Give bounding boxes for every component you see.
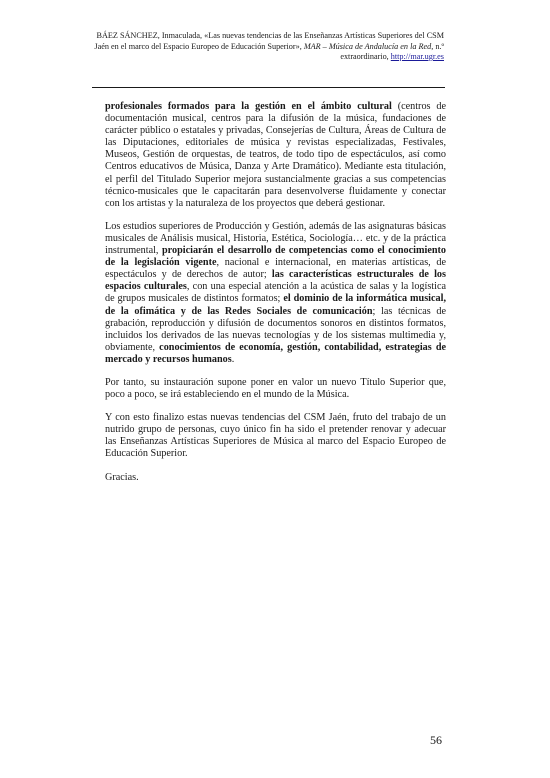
header-journal: MAR – Música de Andalucía en la Red <box>303 41 432 51</box>
emphasis-text: propiciarán el desarrollo de competencias como el conocimiento de la legislación vigente <box>105 245 446 269</box>
emphasis-text: las características estructurales de los espacios culturales <box>105 269 446 293</box>
emphasis-text: el dominio de la informática musical, de la ofimática y de las Redes Sociales de comunicación <box>105 293 446 317</box>
running-header <box>80 31 444 63</box>
paragraph <box>105 472 446 484</box>
header-rule <box>92 87 445 88</box>
paragraph-text: ; las técnicas de grabación, reproducción y difusión de documentos sonoros en distintos formatos, incluidos los derivados de las nuevas tecnologías y de los sistemas multimedia y, obviamente, <box>105 305 447 353</box>
paragraph <box>105 377 446 401</box>
paragraph-text: . <box>231 353 235 365</box>
paragraph <box>105 101 446 210</box>
paragraph-text: , nacional e internacional, en materias artísticas, de espectáculos y de derechos de autor; <box>105 257 446 281</box>
paragraph <box>105 412 446 460</box>
header-author: BÁEZ SÁNCHEZ <box>96 31 158 40</box>
journal-url-link[interactable]: http://mar.ugr.es <box>390 52 444 61</box>
paragraph-text: Los estudios superiores de Producción y Gestión, además de las asignaturas básicas musicales de Análisis musical, Historia, Estética, Sociología… etc. y de la práctica instrumental, <box>105 220 446 257</box>
paragraph-text: Y con esto finalizo estas nuevas tendencias del CSM Jaén, fruto del trabajo de un nutrido grupo de personas, cuyo único fin ha sido el pretender renovar y adecuar las Enseñanzas Artísticas Superiores de Música al marco del Espacio Europeo de Educación Superior. <box>105 412 446 460</box>
paragraph-text: (centros de documentación musical, centros para la difusión de la música, fundaciones de carácter público o estatales y privadas, Consejerías de Cultura, Áreas de Cultura de las Diputaciones, editoriales de música y revistas especializadas, Festivales, Museos, Gestión de orquestas, de teatros, de todo tipo de espectáculos, así como Centros educativos de Música, Danza y Arte Dramático). Mediante esta titulación, el perfil del Titulado Superior mejora sustancialmente gracias a sus competencias técnico-musicales que le capacitarán para desenvolverse fluidamente y conectar con los artistas y la naturaleza de los proyectos que deberá gestionar. <box>105 101 446 209</box>
page-number: 56 <box>430 733 442 747</box>
header-citation: , Inmaculada, «Las nuevas tendencias de las Enseñanzas Artísticas Superiores del CSM Jaén en el marco del Espacio Europeo de Educación Superior», <box>94 31 444 51</box>
paragraph-text: Gracias. <box>105 471 139 483</box>
paragraph <box>105 221 446 366</box>
header-issue: , n.º extraordinario, <box>340 41 444 61</box>
emphasis-text: profesionales formados para la gestión en el ámbito cultural <box>105 101 392 112</box>
paragraph-text: , con una especial atención a la acústica de salas y la logística de grupos musicales de distintos formatos; <box>105 281 447 305</box>
body-text <box>105 101 446 495</box>
paragraph-text: Por tanto, su instauración supone poner en valor un nuevo Título Superior que, poco a poco, se irá estableciendo en el mundo de la Música. <box>105 376 446 401</box>
emphasis-text: conocimientos de economía, gestión, contabilidad, estrategias de mercado y recursos humanos <box>105 341 447 365</box>
